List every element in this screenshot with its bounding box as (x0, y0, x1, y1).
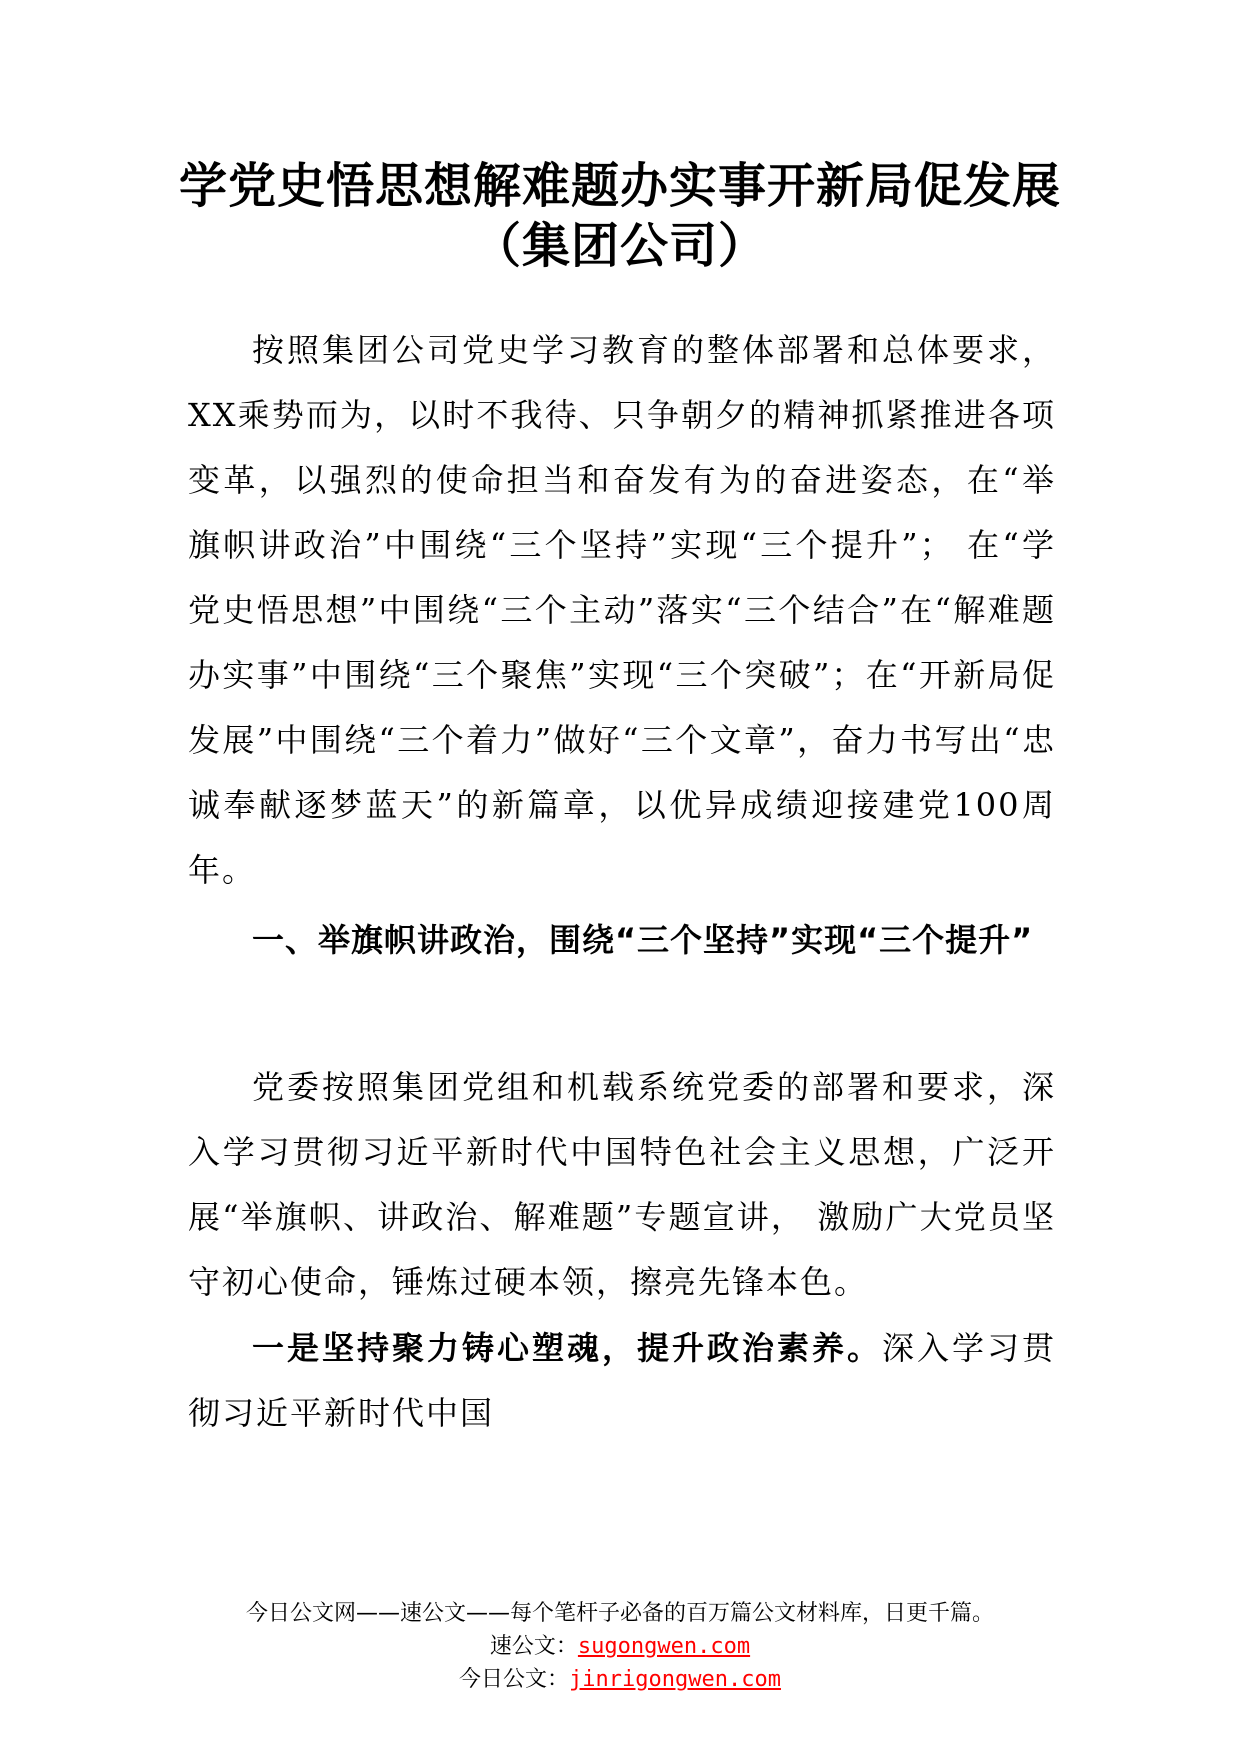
document-title: 学党史悟思想解难题办实事开新局促发展 (178, 158, 1061, 214)
footer-jinrigongwen-label: 今日公文： (459, 1667, 570, 1692)
footer-slogan: 今日公文网——速公文——每个笔杆子必备的百万篇公文材料库，日更千篇。 (245, 1601, 994, 1626)
document-subtitle: （集团公司） (472, 218, 767, 274)
point-1-lead: 一是坚持聚力铸心塑魂，提升政治素养。 (252, 1329, 882, 1367)
point-1-paragraph (188, 1316, 1056, 1446)
footer (100, 1597, 1140, 1696)
section-heading-1: 一、举旗帜讲政治，围绕“三个坚持”实现“三个提升” (252, 921, 1034, 959)
footer-line-jinrigongwen (100, 1663, 1140, 1696)
footer-line-sugongwen (100, 1630, 1140, 1663)
section-1-paragraph: 党委按照集团党组和机载系统党委的部署和要求，深入学习贯彻习近平新时代中国特色社会主义思想，广泛开展“举旗帜、讲政治、解难题”专题宣讲， 激励广大党员坚守初心使命，锤炼过硬本领，擦亮先锋本色。 (188, 1068, 1056, 1301)
sugongwen-link[interactable]: sugongwen.com (577, 1634, 751, 1659)
jinrigongwen-link[interactable]: jinrigongwen.com (569, 1667, 781, 1692)
point-1-text: 深入学习贯彻习近平新时代中国 (188, 1329, 1056, 1432)
footer-sugongwen-label: 速公文： (489, 1634, 578, 1659)
intro-paragraph: 按照集团公司党史学习教育的整体部署和总体要求，XX乘势而为，以时不我待、只争朝夕的精神抓紧推进各项变革，以强烈的使命担当和奋发有为的奋进姿态，在“举旗帜讲政治”中围绕“三个坚持”实现“三个提升”； 在“学党史悟思想”中围绕“三个主动”落实“三个结合”在“解难题办实事”中围绕“三个聚焦”实现“三个突破”；在“开新局促发展”中围绕“三个着力”做好“三个文章”，奋力书写出“忠诚奉献逐梦蓝天”的新篇章，以优异成绩迎接建党100周年。 (188, 331, 1056, 889)
